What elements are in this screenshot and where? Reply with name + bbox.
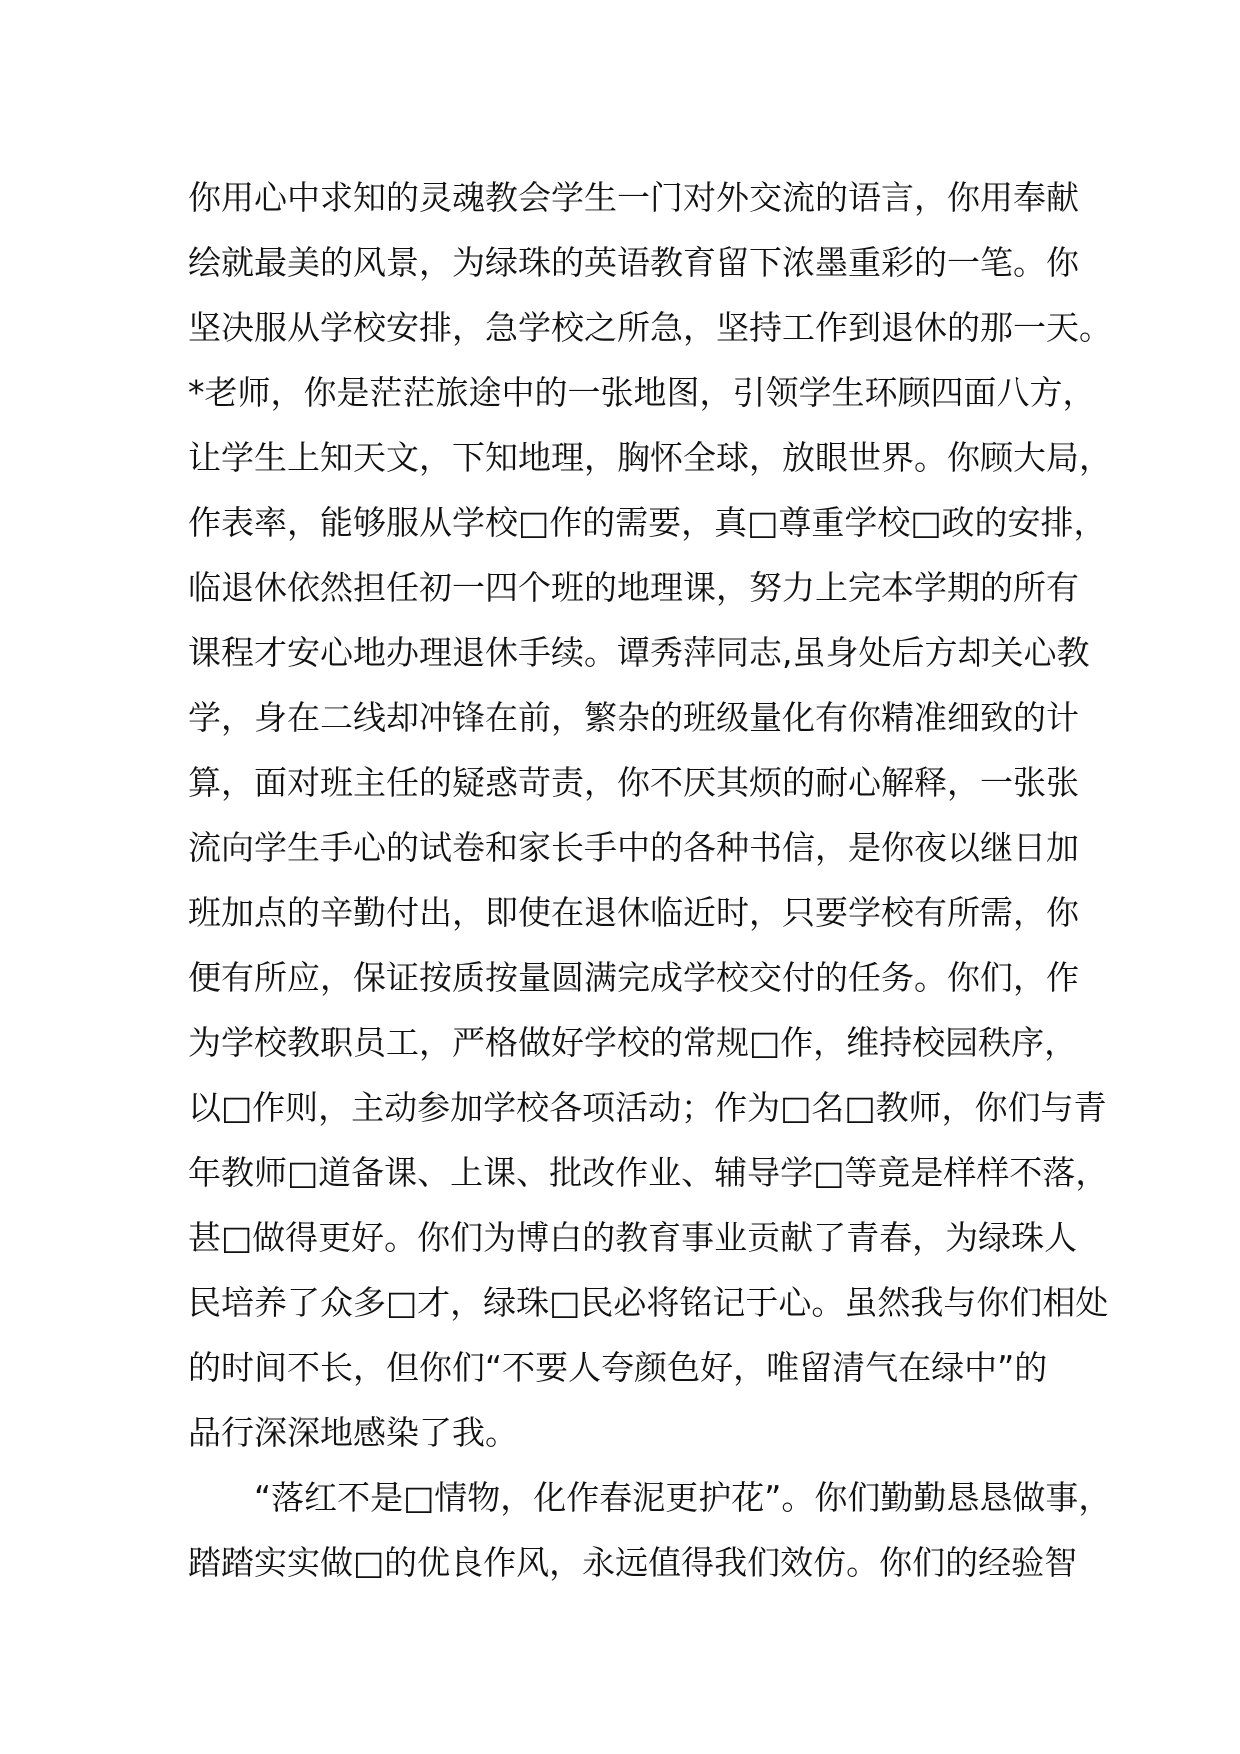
text-line: 你用心中求知的灵魂教会学生一门对外交流的语言，你用奉献: [188, 178, 1079, 217]
text-line: 临退休依然担任初一四个班的地理课，努力上完本学期的所有: [188, 568, 1079, 607]
text-line: 让学生上知天文，下知地理，胸怀全球，放眼世界。你顾大局，: [188, 438, 1112, 477]
text-line: 民培养了众多□才，绿珠□民必将铭记于心。虽然我与你们相处: [188, 1283, 1109, 1322]
text-line: 坚决服从学校安排，急学校之所急，坚持工作到退休的那一天。: [188, 308, 1112, 347]
text-line: “落红不是□情物，化作春泥更护花”。你们勤勤恳恳做事，: [188, 1478, 1112, 1517]
body-text: [188, 165, 1112, 1595]
text-line: *老师，你是茫茫旅途中的一张地图，引领学生环顾四面八方，: [188, 373, 1096, 412]
text-line: 绘就最美的风景，为绿珠的英语教育留下浓墨重彩的一笔。你: [188, 243, 1079, 282]
text-line: 甚□做得更好。你们为博白的教育事业贡献了青春，为绿珠人: [188, 1218, 1078, 1257]
text-line: 课程才安心地办理退休手续。谭秀萍同志,虽身处后方却关心教: [188, 633, 1090, 672]
text-line: 为学校教职员工，严格做好学校的常规□作，维持校园秩序，: [188, 1023, 1078, 1062]
text-line: 年教师□道备课、上课、批改作业、辅导学□等竟是样样不落，: [188, 1153, 1109, 1192]
text-line: 的时间不长，但你们“不要人夸颜色好，唯留清气在绿中”的: [188, 1348, 1048, 1387]
text-line: 踏踏实实做□的优良作风，永远值得我们效仿。你们的经验智: [188, 1543, 1078, 1582]
text-line: 流向学生手心的试卷和家长手中的各种书信，是你夜以继日加: [188, 828, 1079, 867]
text-line: 作表率，能够服从学校□作的需要，真□尊重学校□政的安排，: [188, 503, 1107, 542]
text-line: 学，身在二线却冲锋在前，繁杂的班级量化有你精准细致的计: [188, 698, 1079, 737]
text-line: 以□作则，主动参加学校各项活动；作为□名□教师，你们与青: [188, 1088, 1107, 1127]
text-line: 便有所应，保证按质按量圆满完成学校交付的任务。你们，作: [188, 958, 1079, 997]
text-line: 班加点的辛勤付出，即使在退休临近时，只要学校有所需，你: [188, 893, 1079, 932]
text-line: 算，面对班主任的疑惑苛责，你不厌其烦的耐心解释，一张张: [188, 763, 1079, 802]
text-line: 品行深深地感染了我。: [188, 1413, 518, 1452]
